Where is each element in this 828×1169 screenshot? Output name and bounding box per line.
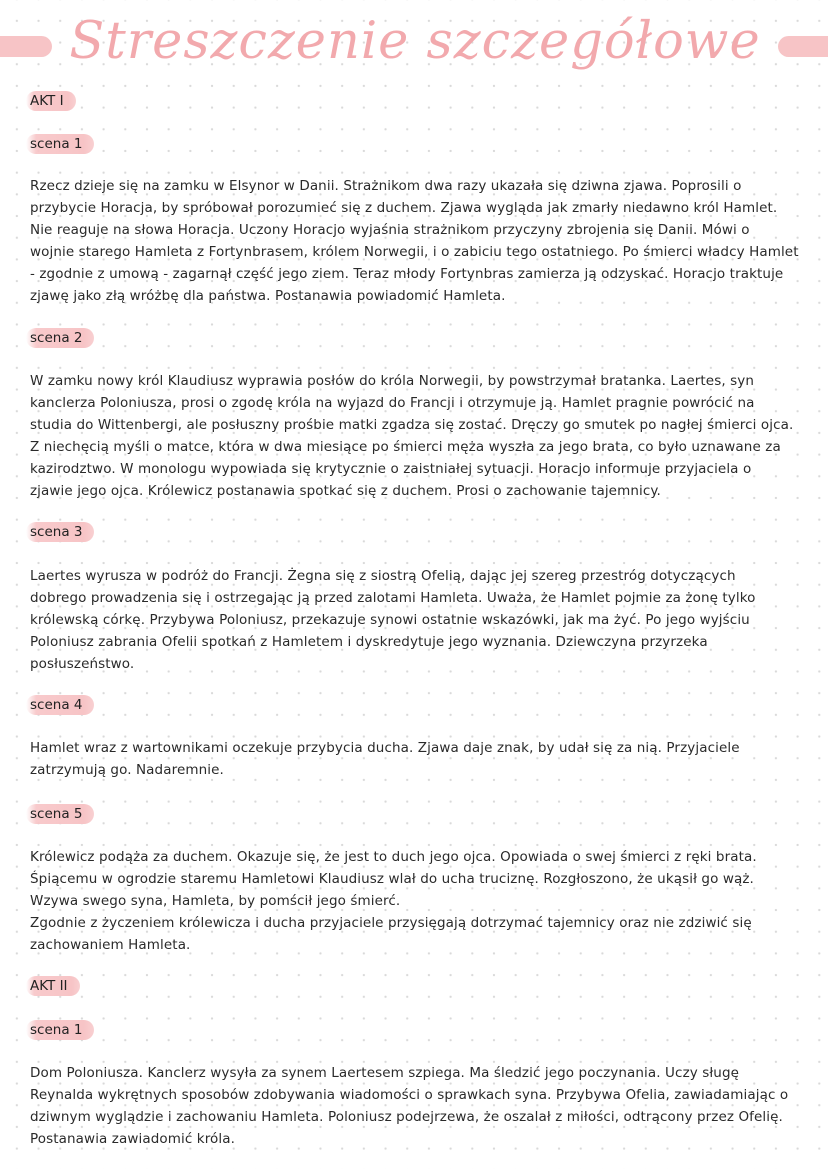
act-label: AKT II <box>26 976 80 996</box>
text-line: Poloniusz zabrania Ofelii spotkań z Hamletem i dyskredytuje jego wyznania. Dziewczyna przyrzeka <box>30 634 708 650</box>
text-line: dziwnym wyglądzie i zachowaniu Hamleta. Poloniusz podejrzewa, że oszalał z miłości, odtrącony przez Ofelię. <box>30 1109 783 1125</box>
text-line: zachowaniem Hamleta. <box>30 937 191 953</box>
text-line: królewską córkę. Przybywa Poloniusz, przekazuje synowi ostatnie wskazówki, jak ma żyć. Po jego wyjściu <box>30 612 750 628</box>
text-line: przybycie Horacja, by spróbował porozumieć się z duchem. Zjawa wygląda jak zmarły niedawno król Hamlet. <box>30 200 778 216</box>
scene-summary <box>30 370 800 502</box>
text-line: W zamku nowy król Klaudiusz wyprawia posłów do króla Norwegii, by powstrzymał bratanka. Laertes, syn <box>30 373 754 389</box>
scene-summary <box>30 1062 800 1150</box>
page-title: Streszczenie szczegółowe <box>69 12 761 71</box>
scene-label: scena 1 <box>26 1020 94 1040</box>
scene-label: scena 1 <box>26 134 94 154</box>
text-line: Hamlet wraz z wartownikami oczekuje przybycia ducha. Zjawa daje znak, by udał się za nią. Przyjaciele <box>30 740 740 756</box>
text-line: posłuszeństwo. <box>30 656 135 672</box>
text-line: kazirodztwo. W monologu wypowiada się krytycznie o zaistniałej sytuacji. Horacjo informuje przyjaciela o <box>30 461 752 477</box>
text-line: studia do Wittenbergi, ale posłuszny prośbie matki zgadza się zostać. Dręczy go smutek po nagłej śmierci ojca. <box>30 417 794 433</box>
scene-summary <box>30 846 800 956</box>
text-line: - zgodnie z umową - zagarnął część jego ziem. Teraz młody Fortynbras zamierza ją odzyskać. Horacjo traktuje <box>30 266 784 282</box>
text-line: zjawie jego ojca. Królewicz postanawia spotkać się z duchem. Prosi o zachowanie tajemnicy. <box>30 483 661 499</box>
text-line: Zgodnie z życzeniem królewicza i ducha przyjaciele przysięgają dotrzymać tajemnicy oraz nie zdziwić się <box>30 915 752 931</box>
scene-label: scena 4 <box>26 695 94 715</box>
text-line: zatrzymują go. Nadaremnie. <box>30 762 224 778</box>
text-line: zjawę jako złą wróżbę dla państwa. Postanawia powiadomić Hamleta. <box>30 288 506 304</box>
scene-summary <box>30 737 800 781</box>
act-label: AKT I <box>26 91 76 111</box>
text-line: Reynalda wykrętnych sposobów zdobywania wiadomości o sprawkach syna. Przybywa Ofelia, zawiadamiając o <box>30 1087 789 1103</box>
scene-summary <box>30 565 800 675</box>
scene-summary <box>30 175 800 307</box>
text-line: wojnie starego Hamleta z Fortynbrasem, królem Norwegii, i o zabiciu tego ostatniego. Po śmierci władcy Hamlet <box>30 244 799 260</box>
text-line: Postanawia zawiadomić króla. <box>30 1131 236 1147</box>
text-line: Królewicz podąża za duchem. Okazuje się, że jest to duch jego ojca. Opowiada o swej śmierci z ręki brata. <box>30 849 757 865</box>
title-decoration-right <box>778 36 828 57</box>
text-line: Śpiącemu w ogrodzie staremu Hamletowi Klaudiusz wlał do ucha truciznę. Rozgłoszono, że ukąsił go wąż. <box>30 871 754 887</box>
text-line: dobrego prowadzenia się i ostrzegając ją przed zalotami Hamleta. Uważa, że Hamlet pojmie za żonę tylko <box>30 590 756 606</box>
scene-label: scena 5 <box>26 804 94 824</box>
scene-label: scena 2 <box>26 328 94 348</box>
text-line: Dom Poloniusza. Kanclerz wysyła za synem Laertesem szpiega. Ma śledzić jego poczynania. Uczy sługę <box>30 1065 740 1081</box>
text-line: Z niechęcią myśli o matce, która w dwa miesiące po śmierci męża wyszła za jego brata, co było uznawane za <box>30 439 781 455</box>
text-line: Nie reaguje na słowa Horacja. Uczony Horacjo wyjaśnia strażnikom przyczyny zbrojenia się Danii. Mówi o <box>30 222 750 238</box>
text-line: kanclerza Poloniusza, prosi o zgodę króla na wyjazd do Francji i otrzymuje ją. Hamlet pragnie powrócić na <box>30 395 755 411</box>
page-header <box>0 0 828 90</box>
text-line: Rzecz dzieje się na zamku w Elsynor w Danii. Strażnikom dwa razy ukazała się dziwna zjawa. Poprosili o <box>30 178 742 194</box>
text-line: Wzywa swego syna, Hamleta, by pomścił jego śmierć. <box>30 893 401 909</box>
title-decoration-left <box>0 36 52 57</box>
text-line: Laertes wyrusza w podróż do Francji. Żegna się z siostrą Ofelią, dając jej szereg przestróg dotyczących <box>30 568 736 584</box>
scene-label: scena 3 <box>26 522 94 542</box>
